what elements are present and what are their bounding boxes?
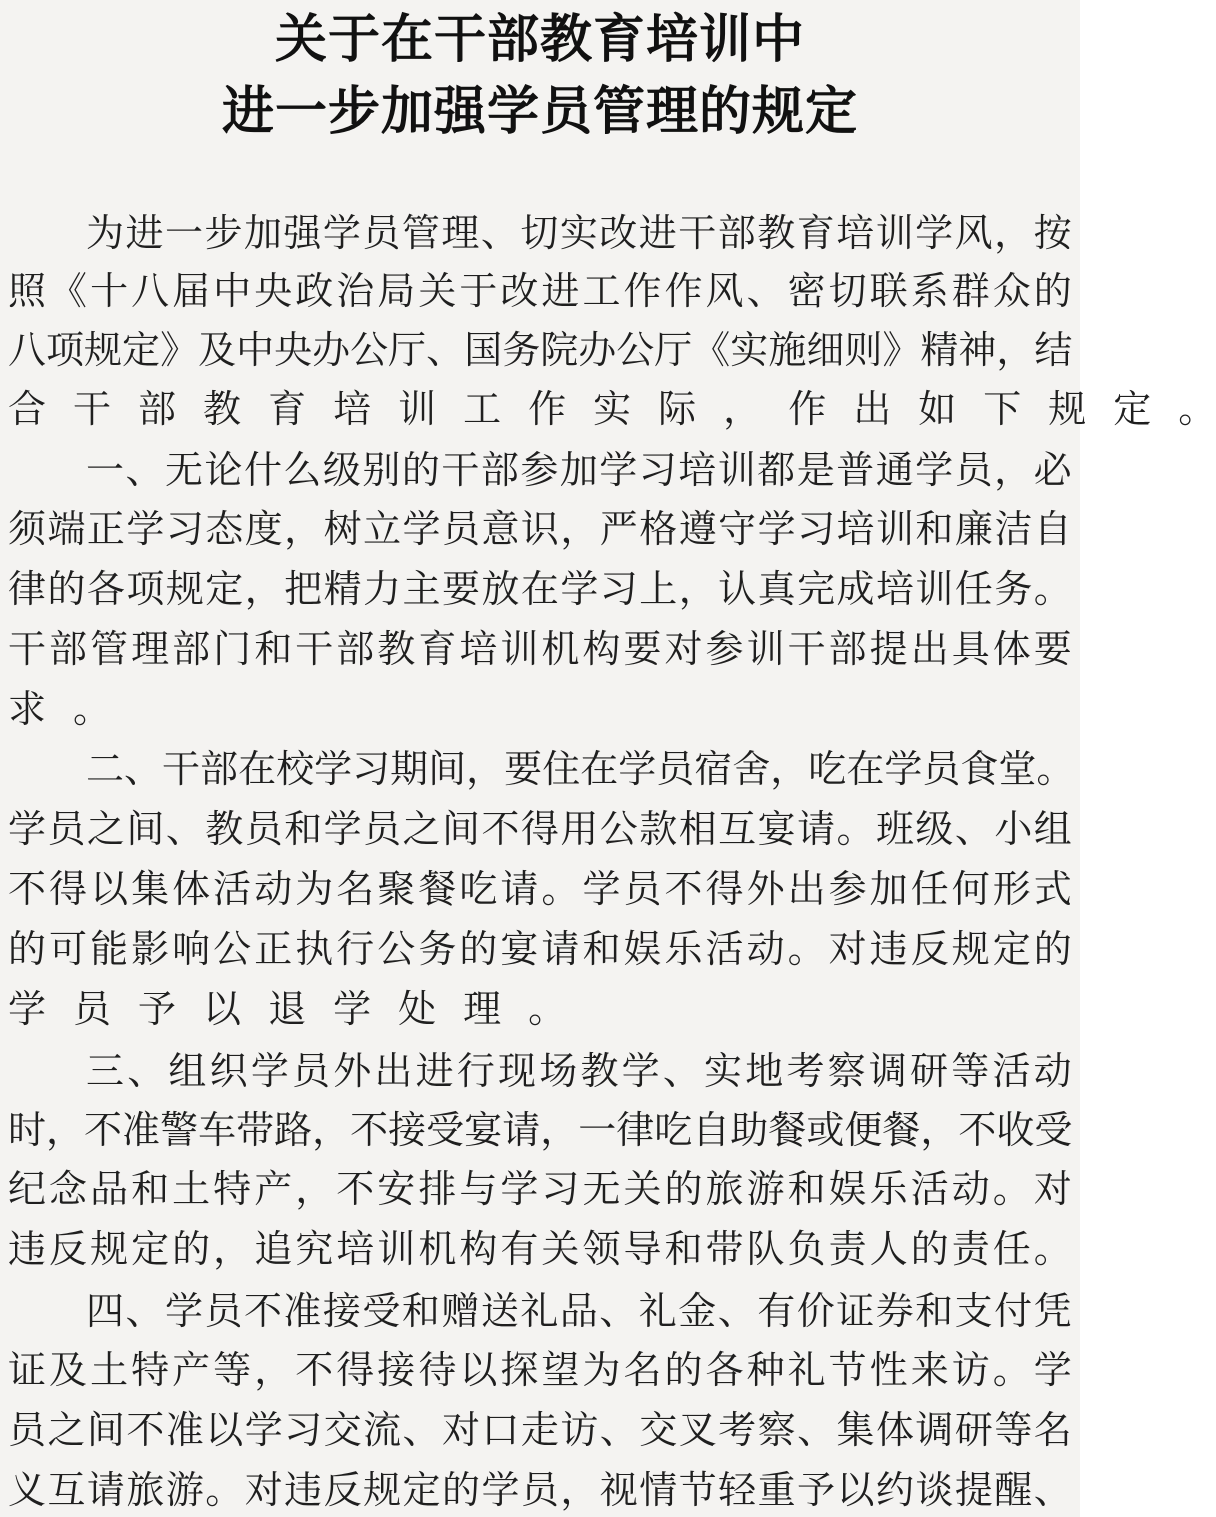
body-line: 时 ， 不 准 警 车 带 路 ， 不 接 受 宴 请 ， 一 律 吃 自 助 餐 或 便 餐 ， 不 收 受: [8, 1108, 1073, 1152]
body-line: 八 项 规 定 》 及 中 央 办 公 厅 、 国 务 院 办 公 厅 《 实 施 细 则 》 精 神 ， 结: [8, 328, 1073, 372]
body-line: 照 《 十 八 届 中 央 政 治 局 关 于 改 进 工 作 作 风 、 密 切 联 系 群 众 的: [8, 269, 1072, 313]
body-line: 二 、 干 部 在 校 学 习 期 间 ， 要 住 在 学 员 宿 舍 ， 吃 在 学 员 食 堂 。: [86, 747, 1075, 791]
body-line: 一 、 无 论 什 么 级 别 的 干 部 参 加 学 习 培 训 都 是 普 通 学 员 ， 必: [86, 448, 1072, 492]
body-line: 违 反 规 定 的 ， 追 究 培 训 机 构 有 关 领 导 和 带 队 负 责 人 的 责 任 。: [8, 1227, 1072, 1271]
body-line: 员 之 间 不 准 以 学 习 交 流 、 对 口 走 访 、 交 叉 考 察 、 集 体 调 研 等 名: [8, 1408, 1072, 1452]
body-line: 四 、 学 员 不 准 接 受 和 赠 送 礼 品 、 礼 金 、 有 价 证 券 和 支 付 凭: [86, 1289, 1072, 1333]
document-title-line-2: 进一步加强学员管理的规定: [221, 81, 858, 142]
body-line: 求 。: [8, 687, 112, 731]
body-line: 学 员 之 间 、 教 员 和 学 员 之 间 不 得 用 公 款 相 互 宴 请 。 班 级 、 小 组: [8, 807, 1072, 851]
body-line: 证 及 土 特 产 等 ， 不 得 接 待 以 探 望 为 名 的 各 种 礼 节 性 来 访 。 学: [8, 1348, 1072, 1392]
body-line: 的 可 能 影 响 公 正 执 行 公 务 的 宴 请 和 娱 乐 活 动 。 对 违 反 规 定 的: [8, 927, 1072, 971]
body-line: 律 的 各 项 规 定 ， 把 精 力 主 要 放 在 学 习 上 ， 认 真 完 成 培 训 任 务 。: [8, 567, 1072, 611]
body-line: 须 端 正 学 习 态 度 ， 树 立 学 员 意 识 ， 严 格 遵 守 学 习 培 训 和 廉 洁 自: [8, 507, 1072, 551]
document-title-line-1: 关于在干部教育培训中: [274, 9, 805, 70]
body-line: 合 干 部 教 育 培 训 工 作 实 际 ， 作 出 如 下 规 定 。: [8, 387, 1216, 431]
body-line: 不 得 以 集 体 活 动 为 名 聚 餐 吃 请 。 学 员 不 得 外 出 参 加 任 何 形 式: [8, 867, 1072, 911]
body-line: 为 进 一 步 加 强 学 员 管 理 、 切 实 改 进 干 部 教 育 培 训 学 风 ， 按: [86, 211, 1072, 255]
body-line: 干 部 管 理 部 门 和 干 部 教 育 培 训 机 构 要 对 参 训 干 部 提 出 具 体 要: [8, 627, 1072, 671]
body-line: 学 员 予 以 退 学 处 理 。: [8, 987, 567, 1031]
body-line: 纪 念 品 和 土 特 产 ， 不 安 排 与 学 习 无 关 的 旅 游 和 娱 乐 活 动 。 对: [8, 1167, 1072, 1211]
body-line: 三 、 组 织 学 员 外 出 进 行 现 场 教 学 、 实 地 考 察 调 研 等 活 动: [86, 1049, 1072, 1093]
body-line: 义 互 请 旅 游 。 对 违 反 规 定 的 学 员 ， 视 情 节 轻 重 予 以 约 谈 提 醒 、: [8, 1468, 1072, 1512]
